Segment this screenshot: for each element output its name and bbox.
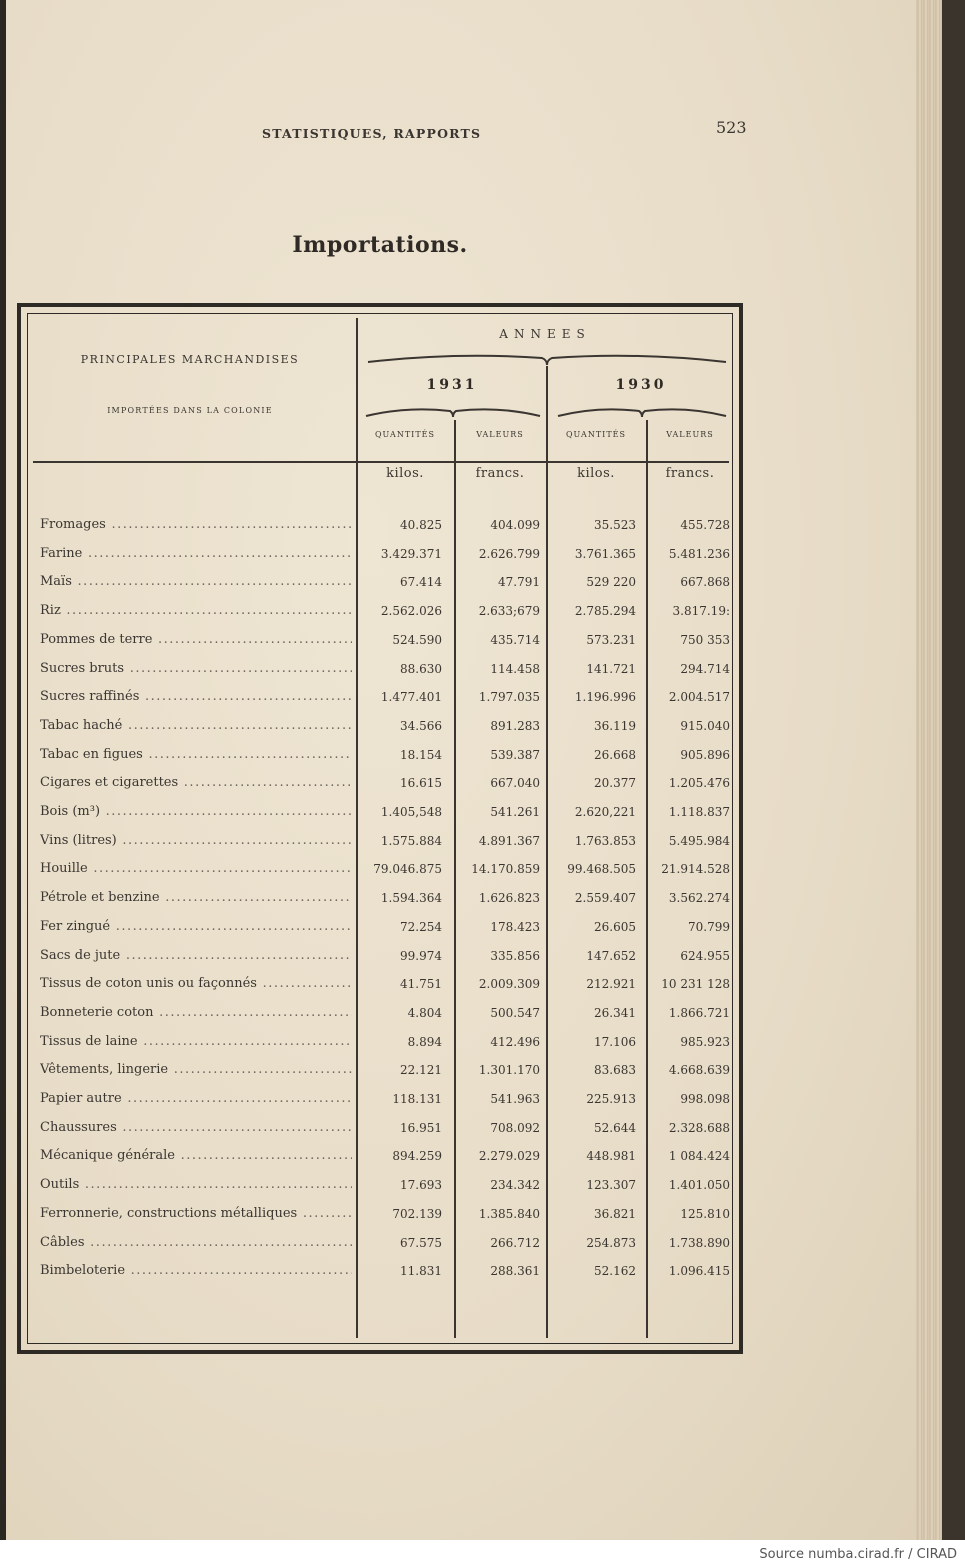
year-1931-header: 1931	[426, 377, 478, 393]
qty-1931-cell: 18.154	[400, 747, 442, 762]
qty-1931-cell: 1.405,548	[380, 805, 442, 819]
qty-1930-cell: 52.644	[594, 1120, 636, 1135]
qty-1930-header: QUANTITÉS	[566, 430, 626, 439]
val-1931-cell: 541.261	[490, 805, 540, 819]
row-label: Sacs de jute .....	[40, 942, 352, 970]
val-1930-cell: 70.799	[688, 919, 730, 934]
val-1931-cell: 266.712	[490, 1235, 540, 1250]
row-label: Sucres bruts .....	[40, 655, 352, 683]
val-1930-cell: 1.866.721	[668, 1005, 730, 1020]
val-1931-cell: 2.633;679	[478, 604, 540, 619]
table-row	[0, 1171, 760, 1199]
row-label: Farine .....	[40, 540, 352, 568]
table-row	[0, 655, 760, 683]
val-1930-cell: 2.004.517	[668, 690, 730, 705]
qty-1931-cell: 67.575	[400, 1235, 442, 1250]
row-label: Cigares et cigarettes .....	[40, 769, 352, 797]
year-1930-header: 1930	[615, 377, 667, 393]
qty-1930-cell: 147.652	[586, 948, 636, 963]
qty-1931-cell: 1.575.884	[380, 833, 442, 848]
val-1930-cell: 624.955	[680, 948, 730, 963]
val-1930-cell: 3.817.19:	[672, 604, 730, 619]
row-label: Outils .....	[40, 1171, 352, 1199]
unit-qty-1931: kilos.	[386, 466, 424, 481]
val-1931-cell: 500.547	[490, 1005, 540, 1020]
qty-1931-cell: 41.751	[400, 977, 442, 992]
table-row	[0, 540, 760, 568]
qty-1931-cell: 72.254	[400, 919, 442, 934]
unit-val-1930: francs.	[665, 466, 715, 481]
row-label: Ferronnerie, constructions métalliques .....	[40, 1200, 352, 1228]
val-1930-cell: 1 084.424	[668, 1149, 730, 1164]
val-1930-cell: 5.495.984	[668, 833, 730, 848]
qty-1931-cell: 8.894	[407, 1034, 442, 1049]
qty-1930-cell: 225.913	[586, 1092, 636, 1106]
row-label: Chaussures .....	[40, 1114, 352, 1142]
table-row	[0, 855, 760, 883]
val-1931-cell: 4.891.367	[478, 833, 540, 848]
table-row	[0, 798, 760, 826]
table-row	[0, 769, 760, 797]
table-row	[0, 999, 760, 1027]
val-1931-cell: 1.385.840	[478, 1206, 540, 1221]
table-row	[0, 1028, 760, 1056]
table-row	[0, 712, 760, 740]
val-1931-cell: 234.342	[490, 1178, 540, 1193]
table-row	[0, 1114, 760, 1142]
table-row	[0, 913, 760, 941]
table-row	[0, 1142, 760, 1170]
table-row	[0, 1200, 760, 1228]
val-1930-cell: 667.868	[680, 575, 730, 590]
row-label: Bimbeloterie .....	[40, 1257, 352, 1285]
table-row	[0, 1085, 760, 1113]
val-1930-cell: 750 353	[680, 632, 730, 647]
val-1930-cell: 4.668.639	[668, 1063, 730, 1078]
table-row	[0, 970, 760, 998]
val-1930-cell: 1.118.837	[668, 805, 730, 819]
val-1931-cell: 114.458	[490, 661, 540, 676]
val-1931-cell: 404.099	[490, 518, 540, 532]
qty-1931-cell: 702.139	[392, 1206, 442, 1221]
row-label: Mécanique générale .....	[40, 1142, 352, 1170]
qty-1931-cell: 88.630	[400, 661, 442, 676]
val-1931-cell: 1.301.170	[478, 1063, 540, 1078]
qty-1931-cell: 3.429.371	[380, 546, 442, 561]
qty-1931-cell: 79.046.875	[373, 862, 442, 877]
brace-1931	[364, 404, 542, 420]
val-1930-cell: 125.810	[680, 1206, 730, 1221]
qty-1931-cell: 1.594.364	[380, 891, 442, 906]
val-1931-cell: 1.797.035	[478, 690, 540, 705]
qty-1931-cell: 16.615	[400, 776, 442, 791]
qty-1931-cell: 2.562.026	[380, 604, 442, 619]
table-row	[0, 683, 760, 711]
val-1930-cell: 905.896	[680, 747, 730, 762]
table-row	[0, 626, 760, 654]
qty-1930-cell: 1.196.996	[574, 690, 636, 705]
val-1931-cell: 667.040	[490, 776, 540, 791]
qty-1930-cell: 212.921	[586, 977, 636, 992]
page-number: 523	[716, 118, 747, 137]
row-label: Vins (litres) .....	[40, 827, 352, 855]
qty-1931-cell: 11.831	[400, 1264, 442, 1279]
val-1931-cell: 708.092	[490, 1120, 540, 1135]
row-label: Tissus de laine .....	[40, 1028, 352, 1056]
val-1931-cell: 541.963	[490, 1092, 540, 1106]
years-header: ANNEES	[499, 327, 591, 341]
qty-1930-cell: 26.668	[594, 747, 636, 762]
row-label: Câbles .....	[40, 1229, 352, 1257]
qty-1931-cell: 16.951	[400, 1120, 442, 1135]
book-cover-edge	[942, 0, 965, 1540]
val-1931-cell: 891.283	[490, 718, 540, 733]
val-1931-cell: 412.496	[490, 1034, 540, 1049]
qty-1930-cell: 2.559.407	[574, 891, 636, 906]
qty-1931-cell: 17.693	[400, 1178, 442, 1193]
table-row	[0, 741, 760, 769]
val-1930-cell: 455.728	[680, 518, 730, 532]
qty-1931-cell: 99.974	[400, 948, 442, 963]
table-row	[0, 942, 760, 970]
val-1931-cell: 2.279.029	[478, 1149, 540, 1164]
qty-1930-cell: 26.605	[594, 919, 636, 934]
unit-qty-1930: kilos.	[577, 466, 615, 481]
qty-1930-cell: 529 220	[586, 575, 636, 590]
qty-1930-cell: 2.620,221	[574, 805, 636, 819]
val-1930-cell: 1.205.476	[668, 776, 730, 791]
qty-1930-cell: 254.873	[586, 1235, 636, 1250]
running-head: STATISTIQUES, RAPPORTS	[262, 126, 482, 141]
qty-1930-cell: 35.523	[594, 518, 636, 532]
page-title: Importations.	[292, 232, 468, 258]
qty-1931-cell: 4.804	[407, 1005, 442, 1020]
row-label: Fer zingué .....	[40, 913, 352, 941]
val-1931-cell: 335.856	[490, 948, 540, 963]
qty-1930-cell: 123.307	[586, 1178, 636, 1193]
merchandise-header: PRINCIPALES MARCHANDISES	[80, 353, 300, 366]
val-1930-cell: 2.328.688	[668, 1120, 730, 1135]
qty-1930-cell: 17.106	[594, 1034, 636, 1049]
qty-1931-cell: 34.566	[400, 718, 442, 733]
qty-1930-cell: 448.981	[586, 1149, 636, 1164]
table-row	[0, 884, 760, 912]
row-label: Maïs .....	[40, 568, 352, 596]
val-1930-cell: 3.562.274	[668, 891, 730, 906]
row-label: Riz .....	[40, 597, 352, 625]
val-1931-cell: 178.423	[490, 919, 540, 934]
val-1930-cell: 10 231 128	[661, 977, 730, 992]
qty-1931-cell: 67.414	[400, 575, 442, 590]
row-label: Houille .....	[40, 855, 352, 883]
row-label: Pétrole et benzine .....	[40, 884, 352, 912]
val-1931-cell: 539.387	[490, 747, 540, 762]
val-1930-cell: 1.738.890	[668, 1235, 730, 1250]
val-1931-cell: 1.626.823	[478, 891, 540, 906]
source-credit: Source numba.cirad.fr / CIRAD	[759, 1547, 957, 1562]
qty-1931-cell: 22.121	[400, 1063, 442, 1078]
table-row	[0, 1056, 760, 1084]
val-1930-cell: 985.923	[680, 1034, 730, 1049]
qty-1930-cell: 83.683	[594, 1063, 636, 1078]
qty-1930-cell: 20.377	[594, 776, 636, 791]
qty-1930-cell: 99.468.505	[567, 862, 636, 877]
val-1930-cell: 915.040	[680, 718, 730, 733]
qty-1931-cell: 894.259	[392, 1149, 442, 1164]
val-1930-cell: 1.096.415	[668, 1264, 730, 1279]
val-1930-cell: 1.401.050	[668, 1178, 730, 1193]
row-label: Pommes de terre .....	[40, 626, 352, 654]
qty-1931-cell: 524.590	[392, 632, 442, 647]
brace-1930	[556, 404, 728, 420]
val-1930-cell: 998.098	[680, 1092, 730, 1106]
val-1931-cell: 2.626.799	[478, 546, 540, 561]
table-row	[0, 1257, 760, 1285]
qty-1930-cell: 36.119	[594, 718, 636, 733]
row-label: Tabac haché .....	[40, 712, 352, 740]
row-label: Papier autre .....	[40, 1085, 352, 1113]
val-1931-cell: 435.714	[490, 632, 540, 647]
qty-1931-cell: 40.825	[400, 518, 442, 532]
val-1930-cell: 21.914.528	[661, 862, 730, 877]
val-1930-cell: 5.481.236	[668, 546, 730, 561]
qty-1931-header: QUANTITÉS	[375, 430, 435, 439]
brace-annees	[366, 350, 728, 368]
unit-val-1931: francs.	[475, 466, 525, 481]
qty-1930-cell: 2.785.294	[574, 604, 636, 619]
qty-1930-cell: 573.231	[586, 632, 636, 647]
row-label: Bois (m³) .....	[40, 798, 352, 826]
row-label: Bonneterie coton .....	[40, 999, 352, 1027]
qty-1931-cell: 118.131	[392, 1092, 442, 1106]
qty-1930-cell: 3.761.365	[574, 546, 636, 561]
qty-1930-cell: 26.341	[594, 1005, 636, 1020]
val-1931-cell: 47.791	[498, 575, 540, 590]
table-row	[0, 597, 760, 625]
qty-1930-cell: 141.721	[586, 661, 636, 676]
row-label: Tissus de coton unis ou façonnés .....	[40, 970, 352, 998]
header-rule	[33, 461, 729, 463]
table-row	[0, 568, 760, 596]
val-1931-cell: 288.361	[490, 1264, 540, 1279]
row-label: Sucres raffinés .....	[40, 683, 352, 711]
table-row	[0, 511, 760, 539]
val-1931-header: VALEURS	[476, 430, 524, 439]
table-row	[0, 1229, 760, 1257]
val-1931-cell: 14.170.859	[471, 862, 540, 877]
row-label: Tabac en figues .....	[40, 741, 352, 769]
qty-1931-cell: 1.477.401	[380, 690, 442, 705]
row-label: Fromages .....	[40, 511, 352, 539]
val-1930-header: VALEURS	[666, 430, 714, 439]
val-1930-cell: 294.714	[680, 661, 730, 676]
val-1931-cell: 2.009.309	[478, 977, 540, 992]
merchandise-subheader: IMPORTÉES DANS LA COLONIE	[107, 406, 273, 415]
row-label: Vêtements, lingerie .....	[40, 1056, 352, 1084]
page-stack-edge	[916, 0, 942, 1540]
qty-1930-cell: 52.162	[594, 1264, 636, 1279]
table-row	[0, 827, 760, 855]
qty-1930-cell: 36.821	[594, 1206, 636, 1221]
qty-1930-cell: 1.763.853	[574, 833, 636, 848]
